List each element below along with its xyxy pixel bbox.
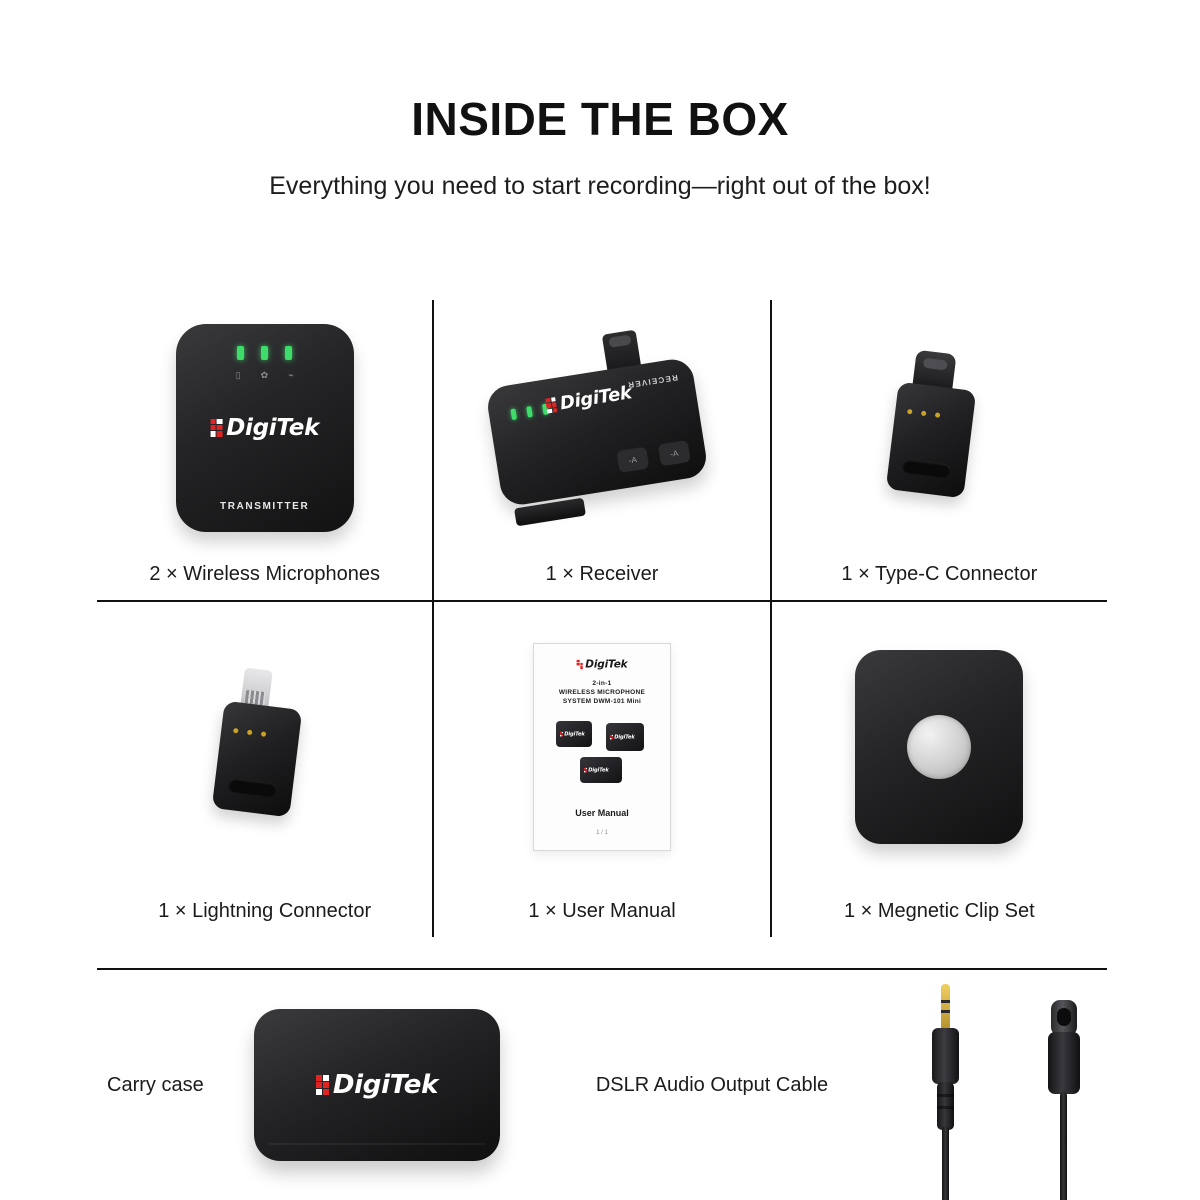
digitek-logo <box>316 1070 438 1100</box>
manual-line-1: 2-in-1 <box>592 680 612 687</box>
page-title: INSIDE THE BOX <box>411 93 789 145</box>
item-label: 1 × Receiver <box>545 563 659 585</box>
user-manual-booklet <box>533 643 671 851</box>
page-header <box>0 0 1200 201</box>
cable-wire <box>942 1126 949 1200</box>
manual-device-illustrations <box>534 717 670 791</box>
transmitter-caption: TRANSMITTER <box>220 500 310 512</box>
cable-wire <box>1060 1092 1067 1200</box>
dongle-body <box>211 701 302 818</box>
item-label: 1 × User Manual <box>528 900 676 922</box>
digitek-wordmark: DigiTek <box>564 731 585 737</box>
digitek-dots-icon <box>577 660 583 669</box>
contact-pins-icon <box>233 728 266 737</box>
led-indicators <box>176 346 354 360</box>
item-label: 2 × Wireless Microphones <box>149 563 380 585</box>
digitek-logo <box>610 734 635 740</box>
dslr-cable-illustration <box>897 970 1107 1200</box>
digitek-logo <box>560 731 585 737</box>
magnetic-clip-illustration <box>772 602 1107 892</box>
user-manual-illustration <box>434 602 769 892</box>
digitek-wordmark: DigiTek <box>614 734 635 740</box>
type-c-connector-illustration <box>772 300 1107 555</box>
digitek-wordmark: DigiTek <box>226 414 320 441</box>
grid-row-2 <box>97 600 1107 937</box>
dongle-socket <box>902 458 951 478</box>
lightning-dongle <box>190 657 340 837</box>
carry-case-illustration <box>227 970 527 1200</box>
manual-page-number: 1 / 1 <box>596 830 608 836</box>
cable-label-wrap <box>527 970 897 1200</box>
receiver-button-left: -A <box>616 447 649 473</box>
manual-title: User Manual <box>575 808 629 818</box>
magnetic-clip-device <box>855 650 1023 844</box>
usb-c-tip <box>1051 1000 1077 1036</box>
type-c-dongle <box>864 338 1014 518</box>
receiver-button-right: -A <box>658 440 691 466</box>
manual-device-thumb <box>580 757 622 783</box>
manual-line-2: WIRELESS MICROPHONE <box>558 689 646 696</box>
digitek-wordmark: DigiTek <box>585 658 628 671</box>
page-subtitle: Everything you need to start recording—right out of the box! <box>269 172 931 200</box>
item-type-c-connector <box>772 300 1107 600</box>
contact-pins-icon <box>907 408 940 417</box>
usb-c-plug-icon <box>1047 1000 1081 1200</box>
item-receiver <box>434 300 771 600</box>
transmitter-device <box>176 324 354 532</box>
item-label: Carry case <box>107 1073 204 1096</box>
trs-35mm-plug-icon <box>929 984 963 1200</box>
digitek-dots-icon <box>316 1075 329 1095</box>
receiver-illustration <box>434 300 769 555</box>
digitek-logo <box>210 415 319 441</box>
receiver-caption: RECEIVER <box>626 372 679 390</box>
digitek-wordmark: DigiTek <box>558 382 634 415</box>
receiver-device <box>477 320 727 535</box>
digitek-dots-icon <box>610 735 613 740</box>
receiver-body <box>485 356 709 507</box>
digitek-dots-icon <box>584 768 587 773</box>
usb-c-barrel <box>1048 1032 1080 1094</box>
item-label: 1 × Lightning Connector <box>158 900 372 922</box>
digitek-logo <box>577 658 628 670</box>
item-wireless-microphones <box>97 300 434 600</box>
grid-row-3 <box>97 968 1107 1200</box>
status-icons: ▯ ✿ ⌁ <box>235 369 294 380</box>
digitek-dots-icon <box>210 419 222 437</box>
manual-line-3: SYSTEM DWM-101 Mini <box>562 698 642 705</box>
item-user-manual <box>434 602 771 937</box>
dslr-audio-cable <box>907 984 1097 1200</box>
trs-tip <box>941 984 950 1030</box>
carry-case-label-wrap <box>97 970 227 1200</box>
trs-strain-relief <box>937 1082 954 1130</box>
item-label: DSLR Audio Output Cable <box>595 1073 829 1096</box>
manual-device-thumb <box>606 723 644 751</box>
digitek-dots-icon <box>560 732 563 737</box>
digitek-logo <box>545 382 633 416</box>
led-indicators <box>510 403 548 420</box>
item-magnetic-clip-set <box>772 602 1107 937</box>
lightning-connector-illustration <box>97 602 432 892</box>
contents-grid <box>97 300 1107 937</box>
trs-barrel <box>932 1028 959 1084</box>
item-label: 1 × Megnetic Clip Set <box>843 900 1035 922</box>
item-label: 1 × Type-C Connector <box>841 563 1038 585</box>
digitek-wordmark: DigiTek <box>332 1070 439 1100</box>
magnet-disc-icon <box>907 715 971 779</box>
digitek-wordmark: DigiTek <box>588 767 609 773</box>
digitek-dots-icon <box>545 397 557 413</box>
manual-device-thumb <box>556 721 592 747</box>
transmitter-illustration <box>97 300 432 555</box>
digitek-logo <box>584 767 609 773</box>
dongle-socket <box>227 778 276 798</box>
dongle-body <box>886 381 977 498</box>
item-lightning-connector <box>97 602 434 937</box>
grid-row-1 <box>97 300 1107 600</box>
carry-case-device <box>254 1009 500 1161</box>
